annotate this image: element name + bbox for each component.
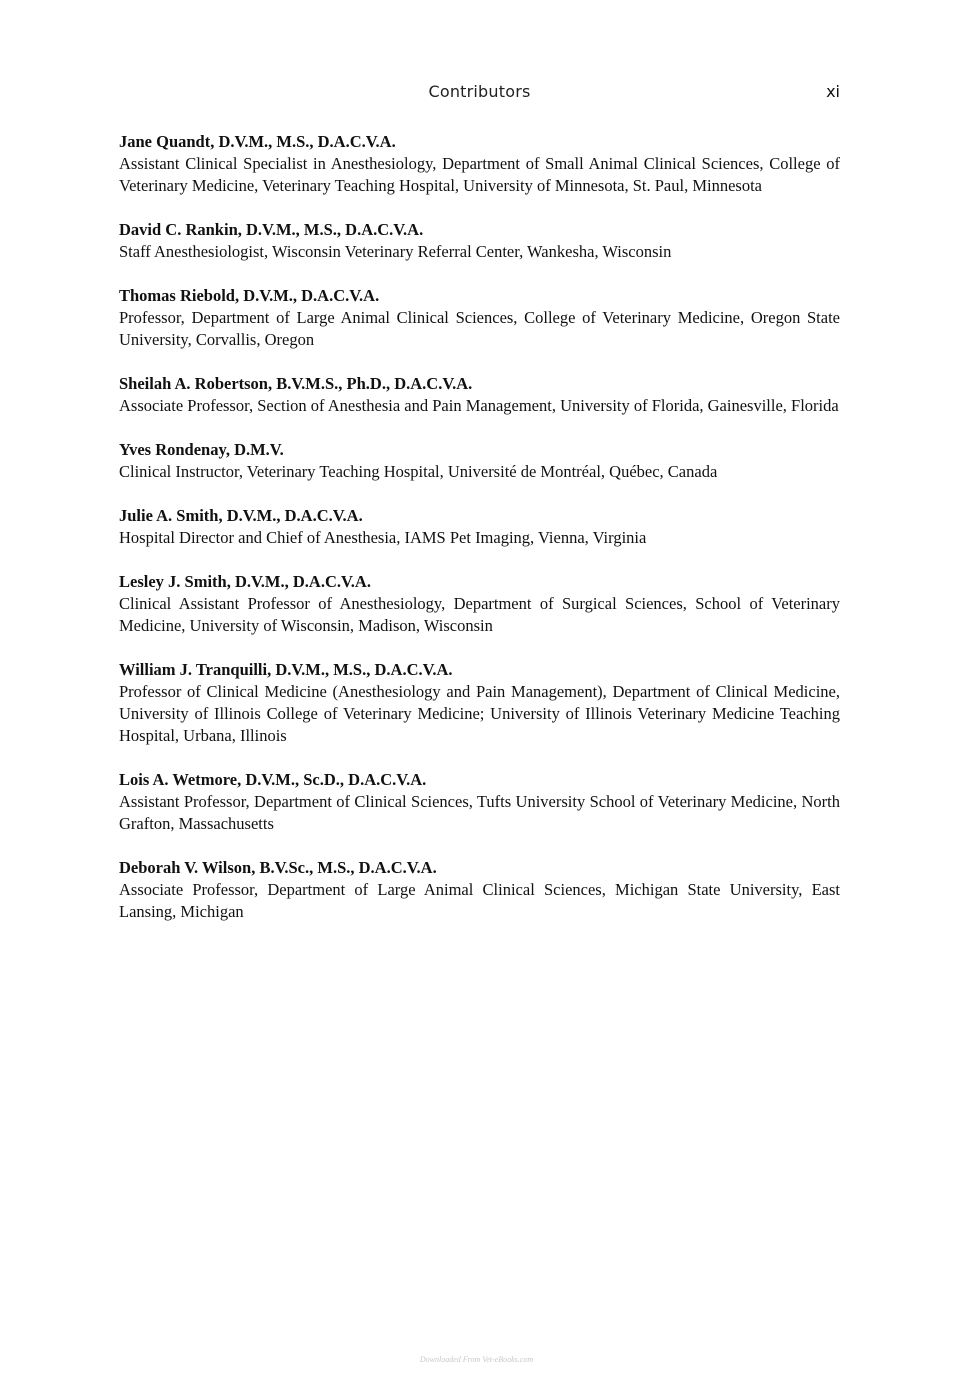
contributor-affiliation: Clinical Assistant Professor of Anesthesiology, Department of Surgical Sciences, School of Veterinary Medicine, University of Wisconsin, Madison, Wisconsin bbox=[119, 594, 840, 635]
running-title: Contributors bbox=[428, 82, 531, 101]
contributor-entry bbox=[119, 769, 840, 835]
contributor-entry bbox=[119, 219, 840, 263]
contributor-affiliation: Staff Anesthesiologist, Wisconsin Veterinary Referral Center, Wankesha, Wisconsin bbox=[119, 242, 672, 261]
contributor-entry bbox=[119, 373, 840, 417]
contributor-affiliation: Clinical Instructor, Veterinary Teaching Hospital, Université de Montréal, Québec, Canada bbox=[119, 462, 718, 481]
contributor-affiliation: Associate Professor, Department of Large Animal Clinical Sciences, Michigan State University, East Lansing, Michigan bbox=[119, 880, 840, 921]
contributor-name: Deborah V. Wilson, B.V.Sc., M.S., D.A.C.V.A. bbox=[119, 858, 437, 877]
contributor-entry bbox=[119, 285, 840, 351]
contributor-affiliation: Associate Professor, Section of Anesthesia and Pain Management, University of Florida, Gainesville, Florida bbox=[119, 396, 839, 415]
contributor-name: Lois A. Wetmore, D.V.M., Sc.D., D.A.C.V.A. bbox=[119, 770, 427, 789]
download-watermark: Downloaded From Vet-eBooks.com bbox=[419, 1355, 534, 1364]
contributor-affiliation: Assistant Clinical Specialist in Anesthesiology, Department of Small Animal Clinical Sciences, College of Veterinary Medicine, Veterinary Teaching Hospital, University of Minnesota, St. Paul, Minnesota bbox=[119, 154, 840, 195]
contributor-entry bbox=[119, 505, 840, 549]
contributor-name: Yves Rondenay, D.M.V. bbox=[119, 440, 284, 459]
contributor-entry bbox=[119, 439, 840, 483]
contributor-affiliation: Hospital Director and Chief of Anesthesia, IAMS Pet Imaging, Vienna, Virginia bbox=[119, 528, 647, 547]
running-head bbox=[119, 82, 840, 106]
contributor-affiliation: Professor of Clinical Medicine (Anesthesiology and Pain Management), Department of Clinical Medicine, University of Illinois College of Veterinary Medicine; University of Illinois Veterinary Medicine Teaching Hospital, Urbana, Illinois bbox=[119, 682, 840, 745]
contributor-affiliation: Assistant Professor, Department of Clinical Sciences, Tufts University School of Veterinary Medicine, North Grafton, Massachusetts bbox=[119, 792, 840, 833]
contributor-name: Lesley J. Smith, D.V.M., D.A.C.V.A. bbox=[119, 572, 371, 591]
contributor-name: David C. Rankin, D.V.M., M.S., D.A.C.V.A. bbox=[119, 220, 424, 239]
contributor-name: Julie A. Smith, D.V.M., D.A.C.V.A. bbox=[119, 506, 363, 525]
contributor-list bbox=[119, 131, 840, 945]
contributor-entry bbox=[119, 131, 840, 197]
contributor-name: Thomas Riebold, D.V.M., D.A.C.V.A. bbox=[119, 286, 380, 305]
contributor-entry bbox=[119, 659, 840, 747]
contributor-name: Jane Quandt, D.V.M., M.S., D.A.C.V.A. bbox=[119, 132, 396, 151]
contributor-entry bbox=[119, 857, 840, 923]
contributor-name: Sheilah A. Robertson, B.V.M.S., Ph.D., D.A.C.V.A. bbox=[119, 374, 473, 393]
contributor-entry bbox=[119, 571, 840, 637]
contributor-affiliation: Professor, Department of Large Animal Clinical Sciences, College of Veterinary Medicine, Oregon State University, Corvallis, Oregon bbox=[119, 308, 840, 349]
contributor-name: William J. Tranquilli, D.V.M., M.S., D.A.C.V.A. bbox=[119, 660, 453, 679]
page-number: xi bbox=[826, 82, 840, 101]
